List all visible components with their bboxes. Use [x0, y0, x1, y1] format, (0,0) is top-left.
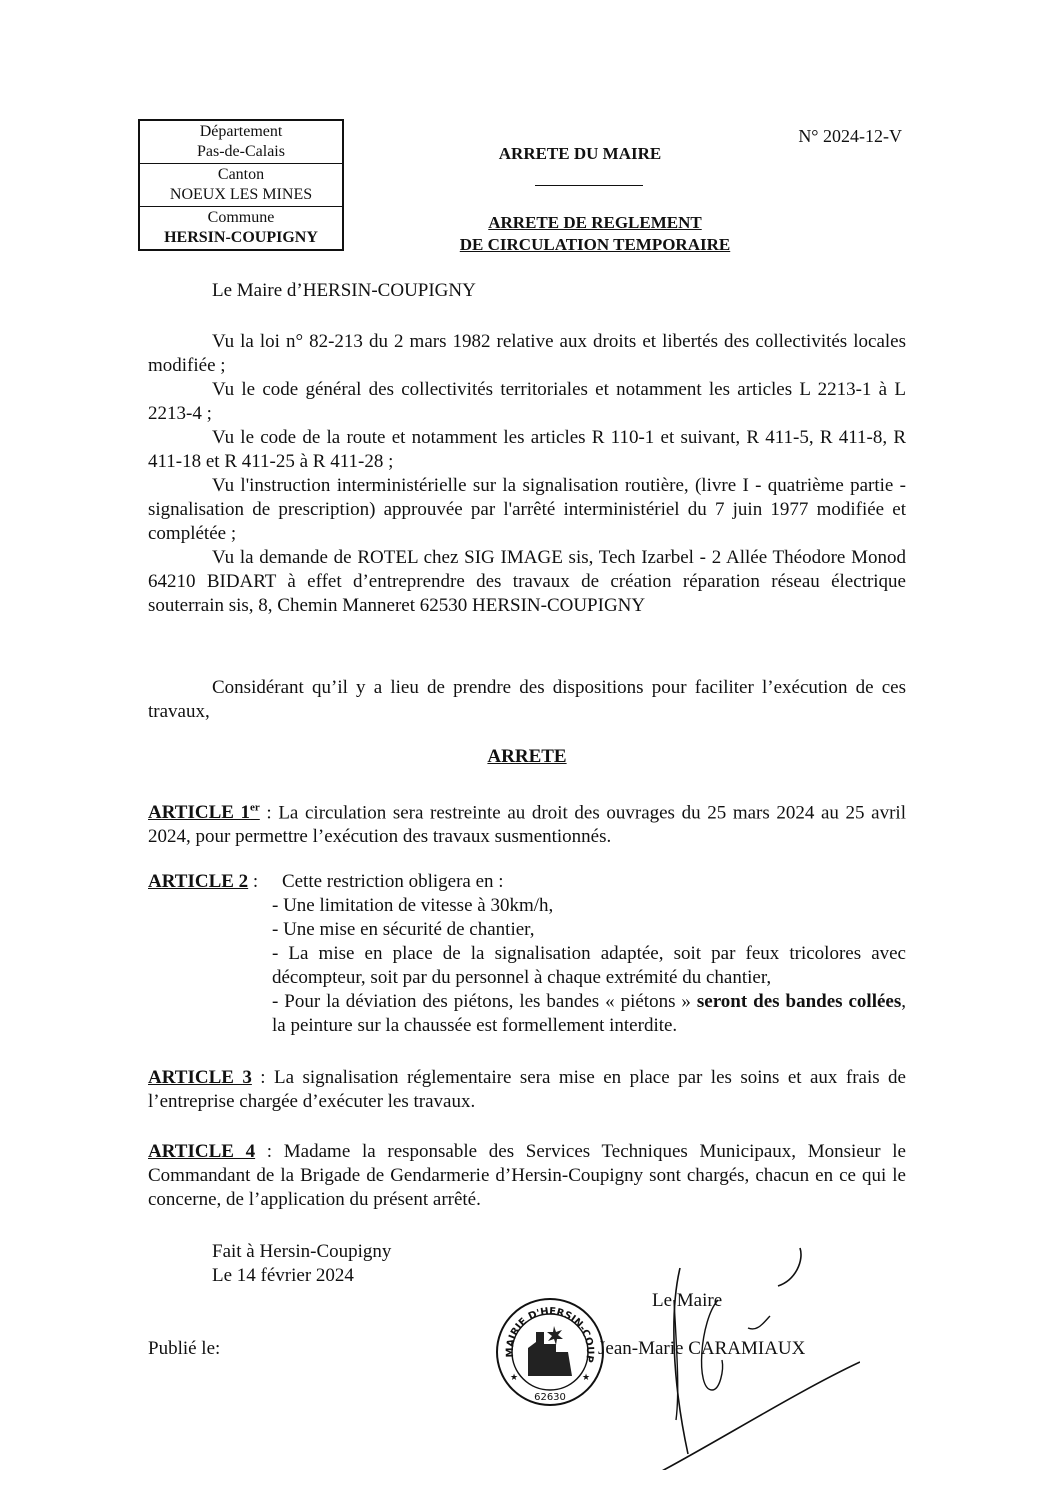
visa-item: Vu l'instruction interministérielle sur la signalisation routière, (livre I - quatrième partie - signalisation de prescription) approuvée par l'arrêté interministériel du 7 juin 1977 modifiée et complétée ; — [148, 475, 906, 544]
article-2-label: ARTICLE 2 — [148, 871, 249, 892]
intro-line: Le Maire d’HERSIN-COUPIGNY — [212, 280, 476, 301]
title-main: ARRETE DU MAIRE — [498, 144, 662, 163]
visa-item: Vu le code de la route et notamment les articles R 110-1 et suivant, R 411-5, R 411-8, R 411-18 et R 411-25 à R 411-28 ; — [148, 427, 906, 472]
departement-cell — [140, 121, 342, 164]
departement-label: Département — [199, 123, 283, 140]
article-3-text: : La signalisation réglementaire sera mise en place par les soins et aux frais de l’entreprise chargée d’exécuter les travaux. — [148, 1067, 906, 1112]
reference-number: N° 2024-12-V — [798, 126, 902, 146]
mairie-stamp — [494, 1296, 606, 1408]
handwritten-signature-icon — [600, 1240, 860, 1470]
article-4 — [148, 1140, 906, 1212]
article-2-item: - La mise en place de la signalisation adaptée, soit par feux tricolores avec décompteur, soit par du personnel à chaque extrémité du chantier, — [272, 943, 906, 988]
fait-a: Fait à Hersin-Coupigny — [212, 1241, 392, 1262]
signatory-title: Le Maire — [652, 1290, 723, 1311]
commune-cell — [140, 207, 342, 249]
article-2-item: - Une limitation de vitesse à 30km/h, — [272, 895, 554, 916]
stamp-postcode: 62630 — [534, 1392, 566, 1403]
place-date-block — [212, 1240, 391, 1288]
canton-cell — [140, 164, 342, 207]
article-2-intro: : Cette restriction obligera en : — [248, 871, 504, 892]
title-sub-line2: DE CIRCULATION TEMPORAIRE — [459, 235, 731, 254]
commune-label: Commune — [207, 209, 275, 226]
svg-text:★: ★ — [582, 1372, 591, 1382]
title-divider — [535, 185, 643, 186]
article-4-text: : Madame la responsable des Services Techniques Municipaux, Monsieur le Commandant de la Brigade de Gendarmerie d’Hersin-Coupigny sont chargés, chacun en ce qui le concerne, de l’application du présent arrêté. — [148, 1141, 906, 1210]
title-sub — [400, 212, 790, 256]
visa-list — [148, 330, 906, 618]
svg-text:★: ★ — [510, 1372, 519, 1382]
title-sub-line1: ARRETE DE REGLEMENT — [488, 213, 702, 232]
article-2-item: - Une mise en sécurité de chantier, — [272, 919, 535, 940]
article-4-label: ARTICLE 4 — [148, 1141, 256, 1162]
arrete-heading: ARRETE — [487, 746, 567, 767]
article-2-list — [272, 894, 906, 1038]
visa-item: Vu la loi n° 82-213 du 2 mars 1982 relative aux droits et libertés des collectivités locales modifiée ; — [148, 331, 906, 376]
article-3 — [148, 1066, 906, 1114]
article-3-label: ARTICLE 3 — [148, 1067, 252, 1088]
commune-value: HERSIN-COUPIGNY — [164, 229, 318, 246]
departement-value: Pas-de-Calais — [197, 143, 285, 160]
visa-item: Vu le code général des collectivités territoriales et notamment les articles L 2213-1 à L 2213-4 ; — [148, 379, 906, 424]
svg-text:MAIRIE D'HERSIN-COUPIGNY: MAIRIE D'HERSIN-COUP — [504, 1306, 596, 1364]
publie-le: Publié le: — [148, 1338, 221, 1359]
article-2-item: - Pour la déviation des piétons, les bandes « piétons » seront des bandes collées, la peinture sur la chaussée est formellement interdite. — [272, 991, 906, 1036]
article-1-text: : La circulation sera restreinte au droit des ouvrages du 25 mars 2024 au 25 avril 2024, pour permettre l’exécution des travaux susmentionnés. — [148, 802, 906, 848]
signing-date: Le 14 février 2024 — [212, 1265, 354, 1286]
signatory-name: Jean-Marie CARAMIAUX — [598, 1338, 806, 1359]
article-2 — [148, 870, 906, 894]
canton-label: Canton — [217, 166, 265, 183]
stamp-seal-icon — [494, 1296, 606, 1408]
canton-value: NOEUX LES MINES — [169, 186, 313, 203]
visa-item: Vu la demande de ROTEL chez SIG IMAGE sis, Tech Izarbel - 2 Allée Théodore Monod 64210 BIDART à effet d’entreprendre des travaux de création réparation réseau électrique souterrain sis, 8, Chemin Manneret 62530 HERSIN-COUPIGNY — [148, 547, 906, 616]
considerant: Considérant qu’il y a lieu de prendre des dispositions pour faciliter l’exécution de ces travaux, — [148, 677, 906, 722]
header-info-box — [138, 119, 344, 251]
article-1-label: ARTICLE 1er — [148, 802, 260, 824]
article-1 — [148, 796, 906, 849]
